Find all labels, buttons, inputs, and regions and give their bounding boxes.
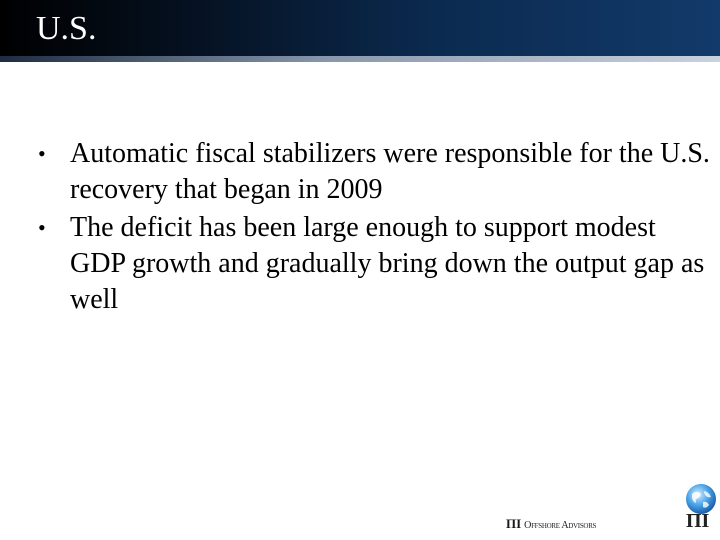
title-divider (0, 56, 720, 62)
slide-title: U.S. (36, 10, 97, 47)
company-name: Offshore Advisors (524, 520, 597, 531)
footer-logo (506, 516, 596, 532)
bullet-text: The deficit has been large enough to support modest GDP growth and gradually bring down the output gap as well (70, 212, 705, 315)
bullet-item (30, 210, 710, 318)
bullet-text: Automatic fiscal stabilizers were responsible for the U.S. recovery that began in 2009 (70, 138, 710, 205)
corner-logo-mark: ΠΙ (686, 510, 710, 532)
bullet-item (30, 136, 710, 208)
title-bar (0, 0, 720, 56)
bullet-icon: • (38, 141, 46, 166)
logo-mark: ΠΙ (506, 516, 522, 531)
bullet-icon: • (38, 215, 46, 240)
bullet-list (30, 136, 710, 320)
